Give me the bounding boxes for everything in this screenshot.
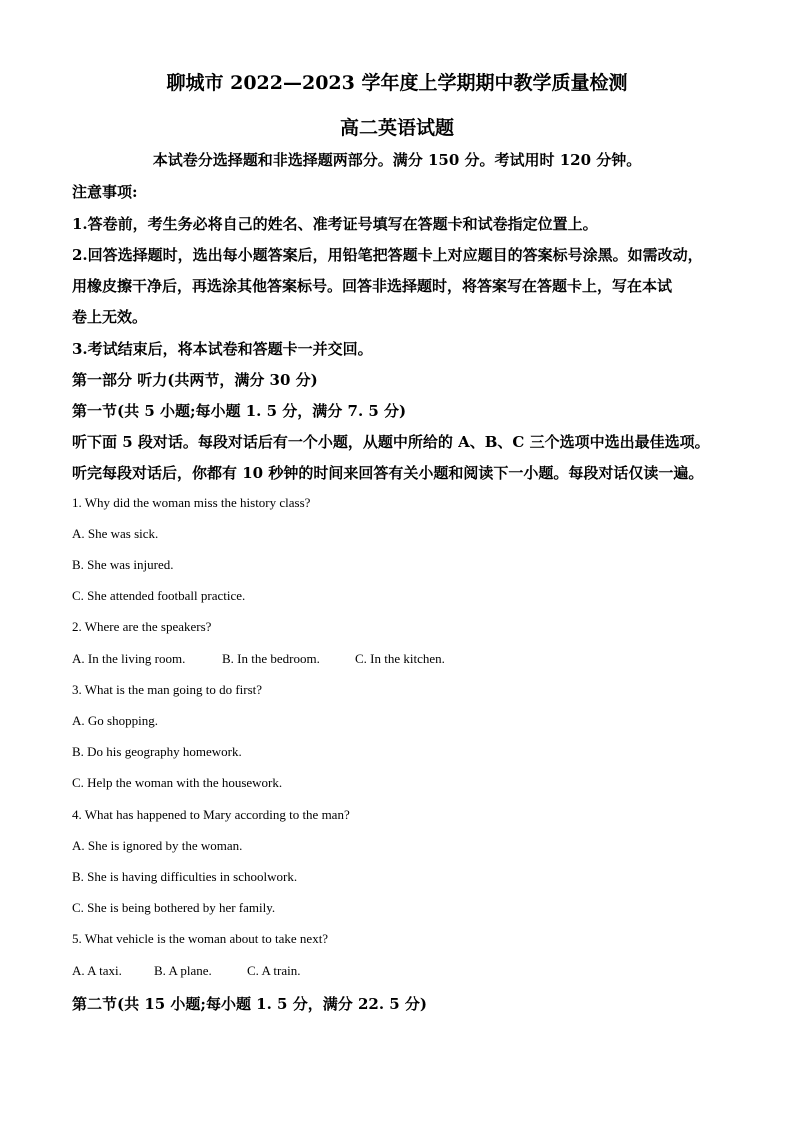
note-item: 2.回答选择题时，选出每小题答案后，用铅笔把答题卡上对应题目的答案标号涂黑。如需改动， xyxy=(72,246,703,264)
option-3a: A. Go shopping. xyxy=(72,713,158,728)
exam-title: 聊城市 2022—2023 学年度上学期期中教学质量检测 xyxy=(166,72,628,94)
section1-heading: 第一节(共 5 小题;每小题 1. 5 分，满分 7. 5 分) xyxy=(72,402,407,420)
note-item: 3.考试结束后，将本试卷和答题卡一并交回。 xyxy=(72,340,373,358)
options-row-2 xyxy=(72,651,445,667)
option-5a: A. A taxi. xyxy=(72,963,122,978)
option-2b: B. In the bedroom. xyxy=(222,651,320,666)
option-4b: B. She is having difficulties in schoolwork. xyxy=(72,869,298,884)
exam-subtitle: 高二英语试题 xyxy=(339,117,454,139)
question-3: 3. What is the man going to do first? xyxy=(72,682,263,697)
option-1c: C. She attended football practice. xyxy=(72,588,246,603)
option-3c: C. Help the woman with the housework. xyxy=(72,775,283,790)
section2-heading: 第二节(共 15 小题;每小题 1. 5 分，满分 22. 5 分) xyxy=(72,995,428,1013)
question-4: 4. What has happened to Mary according to the man? xyxy=(72,807,350,822)
note-item: 卷上无效。 xyxy=(72,308,148,326)
option-4c: C. She is being bothered by her family. xyxy=(72,900,276,915)
options-row-5 xyxy=(72,963,300,979)
option-3b: B. Do his geography homework. xyxy=(72,744,242,759)
notes-heading: 注意事项: xyxy=(72,183,138,201)
question-1: 1. Why did the woman miss the history class? xyxy=(72,495,311,510)
instructions-line: 听下面 5 段对话。每段对话后有一个小题，从题中所给的 A、B、C 三个选项中选出最佳选项。 xyxy=(72,433,710,451)
note-item: 用橡皮擦干净后，再选涂其他答案标号。回答非选择题时，将答案写在答题卡上，写在本试 xyxy=(72,277,673,295)
question-5: 5. What vehicle is the woman about to take next? xyxy=(72,931,329,946)
note-item: 1.答卷前，考生务必将自己的姓名、准考证号填写在答题卡和试卷指定位置上。 xyxy=(72,215,598,233)
part1-heading: 第一部分 听力(共两节，满分 30 分) xyxy=(72,371,318,389)
instructions-line: 听完每段对话后，你都有 10 秒钟的时间来回答有关小题和阅读下一小题。每段对话仅读一遍。 xyxy=(72,464,704,482)
question-2: 2. Where are the speakers? xyxy=(72,619,212,634)
option-1a: A. She was sick. xyxy=(72,526,159,541)
exam-intro: 本试卷分选择题和非选择题两部分。满分 150 分。考试用时 120 分钟。 xyxy=(152,151,642,169)
option-2c: C. In the kitchen. xyxy=(355,651,445,666)
option-4a: A. She is ignored by the woman. xyxy=(72,838,243,853)
option-2a: A. In the living room. xyxy=(72,651,186,666)
option-5b: B. A plane. xyxy=(154,963,212,978)
option-5c: C. A train. xyxy=(247,963,301,978)
option-1b: B. She was injured. xyxy=(72,557,174,572)
